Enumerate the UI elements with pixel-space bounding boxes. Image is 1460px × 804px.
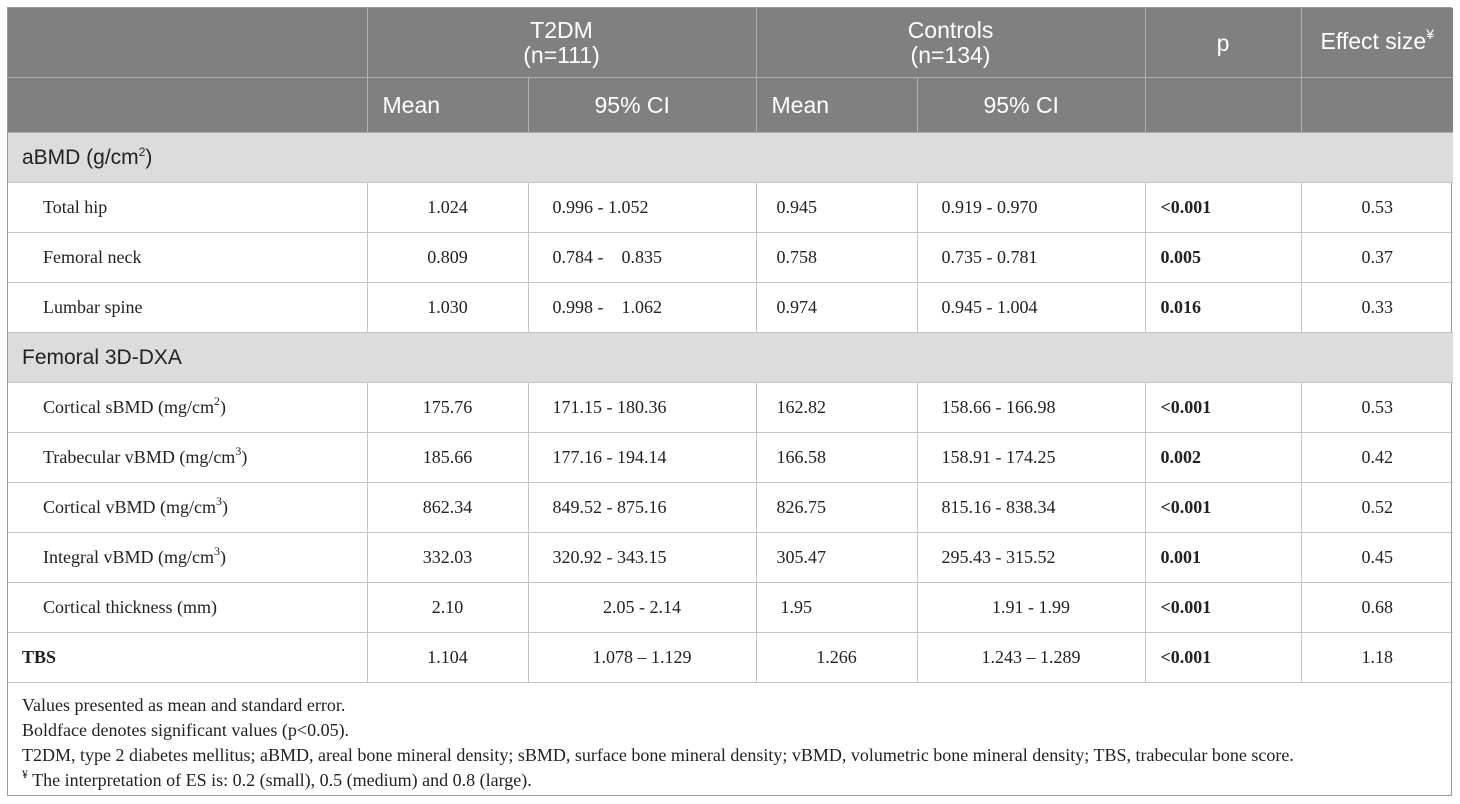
t2dm-ci: 0.998 - 1.062 <box>528 283 756 333</box>
controls-ci: 0.919 - 0.970 <box>917 183 1145 233</box>
effect-size: 0.42 <box>1301 433 1453 483</box>
controls-mean: 166.58 <box>756 433 917 483</box>
header-effect-label: Effect size <box>1320 28 1427 54</box>
header-t2dm-n: (n=111) <box>523 42 600 68</box>
header-effect-sup: ¥ <box>1426 26 1434 42</box>
footnote-line: T2DM, type 2 diabetes mellitus; aBMD, areal bone mineral density; sBMD, surface bone mineral density; vBMD, volumetric bone mineral density; TBS, trabecular bone score. <box>22 745 1294 765</box>
header-p-label: p <box>1216 29 1230 56</box>
effect-size: 0.45 <box>1301 533 1453 583</box>
results-table-container <box>7 7 1452 796</box>
header-empty-cell-2 <box>8 78 367 133</box>
header-es-empty <box>1301 78 1453 133</box>
table-row <box>8 383 1453 433</box>
header-p-empty <box>1145 78 1301 133</box>
t2dm-mean: 0.809 <box>367 233 528 283</box>
footnote-line: Values presented as mean and standard error. <box>22 695 346 715</box>
table-row <box>8 633 1453 683</box>
controls-mean: 162.82 <box>756 383 917 433</box>
results-table <box>8 8 1453 683</box>
effect-size: 0.33 <box>1301 283 1453 333</box>
t2dm-mean: 1.104 <box>367 633 528 683</box>
controls-mean: 1.95 <box>756 583 917 633</box>
table-row <box>8 483 1453 533</box>
table-row <box>8 583 1453 633</box>
row-label: Lumbar spine <box>8 283 367 333</box>
controls-ci: 158.66 - 166.98 <box>917 383 1145 433</box>
t2dm-mean: 862.34 <box>367 483 528 533</box>
controls-ci: 1.91 - 1.99 <box>917 583 1145 633</box>
header-t2dm-group <box>367 8 756 78</box>
p-value: <0.001 <box>1145 383 1301 433</box>
t2dm-mean: 332.03 <box>367 533 528 583</box>
row-label: Total hip <box>8 183 367 233</box>
t2dm-mean: 175.76 <box>367 383 528 433</box>
controls-mean: 305.47 <box>756 533 917 583</box>
t2dm-mean: 1.030 <box>367 283 528 333</box>
t2dm-ci: 0.996 - 1.052 <box>528 183 756 233</box>
effect-size: 0.68 <box>1301 583 1453 633</box>
controls-ci: 295.43 - 315.52 <box>917 533 1145 583</box>
header-t2dm-name: T2DM <box>530 17 593 43</box>
t2dm-mean: 2.10 <box>367 583 528 633</box>
t2dm-ci: 320.92 - 343.15 <box>528 533 756 583</box>
controls-ci: 0.945 - 1.004 <box>917 283 1145 333</box>
p-value: <0.001 <box>1145 583 1301 633</box>
effect-size: 1.18 <box>1301 633 1453 683</box>
header-controls-ci: 95% CI <box>917 78 1145 133</box>
section-row-dxa <box>8 333 1453 383</box>
t2dm-ci: 1.078 – 1.129 <box>528 633 756 683</box>
row-label: Femoral neck <box>8 233 367 283</box>
row-label: Cortical sBMD $(mg/cm^2)$ <box>8 383 367 433</box>
header-controls-group <box>756 8 1145 78</box>
table-row <box>8 433 1453 483</box>
p-value: 0.002 <box>1145 433 1301 483</box>
header-empty-cell <box>8 8 367 78</box>
section-abmd-label: aBMD $(g/cm^2)$ <box>8 133 1453 183</box>
controls-mean: 0.945 <box>756 183 917 233</box>
controls-ci: 158.91 - 174.25 <box>917 433 1145 483</box>
effect-size: 0.53 <box>1301 183 1453 233</box>
table-row <box>8 183 1453 233</box>
section-dxa-label: Femoral 3D-DXA <box>8 333 1453 383</box>
controls-mean: 826.75 <box>756 483 917 533</box>
header-controls-mean: Mean <box>756 78 917 133</box>
p-value: 0.005 <box>1145 233 1301 283</box>
row-label: Integral vBMD $(mg/cm^3)$ <box>8 533 367 583</box>
row-label: Cortical vBMD $(mg/cm^3)$ <box>8 483 367 533</box>
controls-mean: 0.974 <box>756 283 917 333</box>
header-p <box>1145 8 1301 78</box>
row-label: TBS <box>8 633 367 683</box>
table-row <box>8 533 1453 583</box>
controls-ci: 0.735 - 0.781 <box>917 233 1145 283</box>
footnote-line: ¥ The interpretation of ES is: 0.2 (small), 0.5 (medium) and 0.8 (large). <box>22 767 532 790</box>
t2dm-ci: 2.05 - 2.14 <box>528 583 756 633</box>
controls-mean: 0.758 <box>756 233 917 283</box>
p-value: 0.016 <box>1145 283 1301 333</box>
t2dm-ci: 0.784 - 0.835 <box>528 233 756 283</box>
effect-size: 0.37 <box>1301 233 1453 283</box>
row-label: Cortical thickness (mm) <box>8 583 367 633</box>
p-value: 0.001 <box>1145 533 1301 583</box>
t2dm-mean: 1.024 <box>367 183 528 233</box>
header-t2dm-ci: 95% CI <box>528 78 756 133</box>
controls-ci: 815.16 - 838.34 <box>917 483 1145 533</box>
header-t2dm-mean: Mean <box>367 78 528 133</box>
t2dm-ci: 849.52 - 875.16 <box>528 483 756 533</box>
t2dm-ci: 171.15 - 180.36 <box>528 383 756 433</box>
p-value: <0.001 <box>1145 483 1301 533</box>
controls-ci: 1.243 – 1.289 <box>917 633 1145 683</box>
section-row-abmd <box>8 133 1453 183</box>
p-value: <0.001 <box>1145 633 1301 683</box>
table-row <box>8 283 1453 333</box>
row-label: Trabecular vBMD $(mg/cm^3)$ <box>8 433 367 483</box>
controls-mean: 1.266 <box>756 633 917 683</box>
header-effect-size <box>1301 8 1453 78</box>
table-footnotes <box>8 683 1451 795</box>
effect-size: 0.53 <box>1301 383 1453 433</box>
t2dm-ci: 177.16 - 194.14 <box>528 433 756 483</box>
t2dm-mean: 185.66 <box>367 433 528 483</box>
effect-size: 0.52 <box>1301 483 1453 533</box>
table-row <box>8 233 1453 283</box>
footnote-line: Boldface denotes significant values (p<0.05). <box>22 720 350 740</box>
header-controls-n: (n=134) <box>910 42 991 68</box>
header-controls-name: Controls <box>907 17 994 43</box>
p-value: <0.001 <box>1145 183 1301 233</box>
